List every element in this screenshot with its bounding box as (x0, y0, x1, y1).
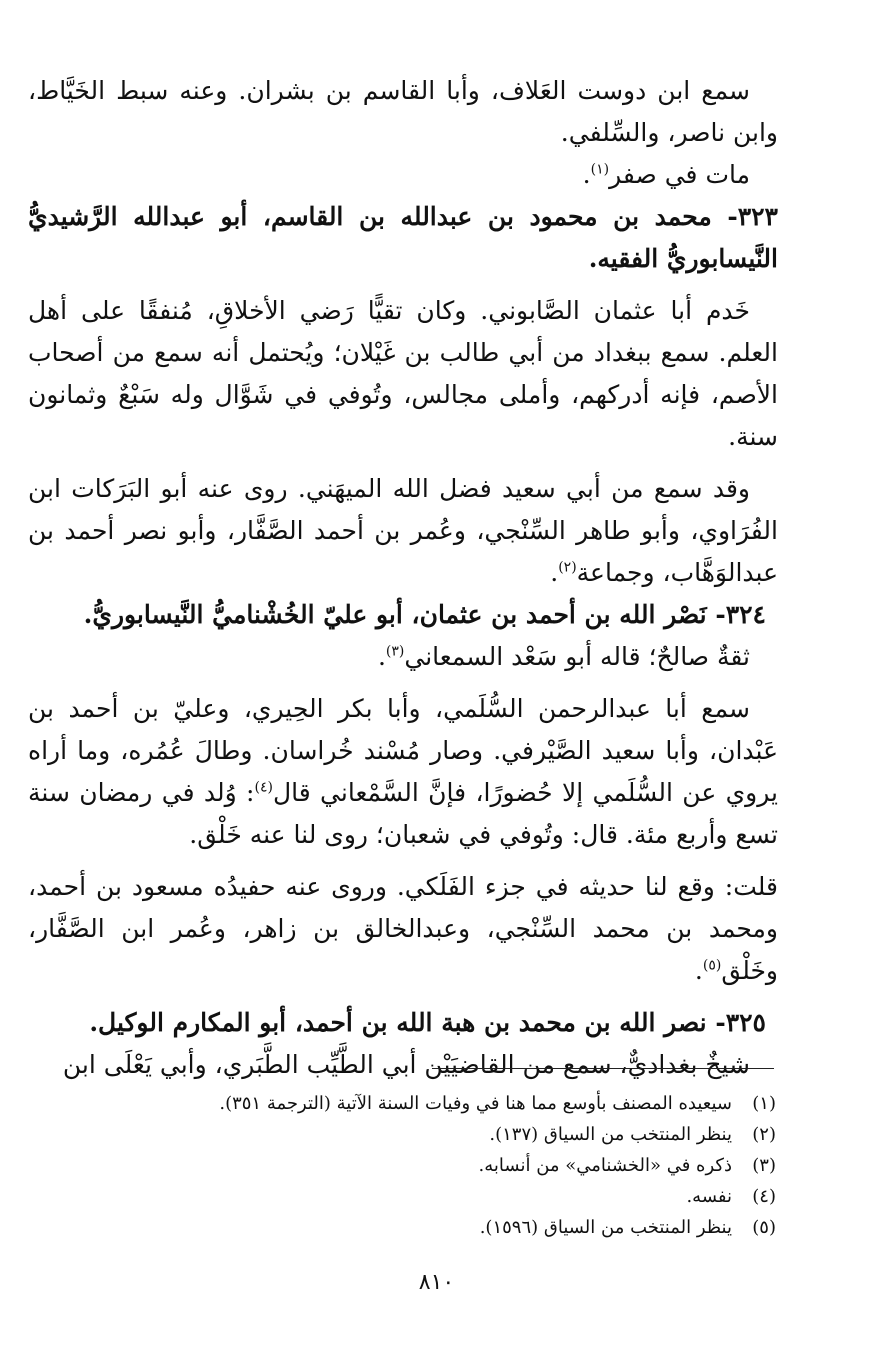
entry-324-body: سمع أبا عبدالرحمن السُّلَمي، وأبا بكر الحِيري، وعليّ بن أحمد بن عَبْدان، وأبا سعيد الصَّيْرفي. وصار مُسْند خُراسان. وطالَ عُمُره، وما أراه يروي عن السُّلَمي إلا حُضورًا، فإنَّ السَّمْعاني قال$^{(٤)}$: وُلد في رمضان سنة تسع وأربع مئة. قال: وتُوفي في شعبان؛ روى لنا عنه خَلْق. (28, 694, 778, 849)
footnote-ref-5: (٥) (702, 957, 722, 974)
paragraph-1 (28, 70, 778, 154)
page-number: ٨١٠ (418, 1270, 455, 1295)
footnote-ref-4: (٤) (254, 779, 273, 796)
main-text (28, 70, 778, 1086)
entry-324-grade: ثقةٌ صالحٌ؛ قاله أبو سَعْد السمعاني$^{(٣)}$. (377, 642, 750, 671)
entry-325-body: شيخٌ بغداديٌّ، سمع من القاضيَيْن أبي الطَّيِّب الطَّبَري، وأبي يَعْلَى ابن (62, 1050, 750, 1079)
footnotes (150, 1088, 776, 1243)
footnote-5: (٥) ينظر المنتخب من السياق (١٥٩٦). (479, 1217, 776, 1238)
footnote-3: (٣) ذكره في «الخشنامي» من أنسابه. (478, 1155, 776, 1176)
line: سمع ابن دوست العَلاف، وأبا القاسم بن بشران. وعنه سبط الخَيَّاط، (28, 76, 750, 105)
entry-324-note: قلت: وقع لنا حديثه في جزء الفَلَكي. وروى عنه حفيدُه مسعود بن أحمد، ومحمد بن محمد السِّنْجي، وعبدالخالق بن زاهر، وعُمر ابن الصَّفَّار، وخَلْق$^{(٥)}$. (28, 872, 778, 985)
footnote-ref-1: (١) (590, 161, 610, 178)
line: مات في صفر (609, 160, 750, 189)
entry-323-body: خَدم أبا عثمان الصَّابوني. وكان تقيًّا رَضي الأخلاقِ، مُنفقًا على أهل العلم. سمع ببغداد من أبي طالب بن غَيْلان؛ ويُحتمل أنه سمع من أصحاب الأصم، فإنه أدركهم، وأملى مجالس، وتُوفي في شَوَّال وله سَبْعٌ وثمانون سنة. (28, 296, 778, 451)
footnote-divider (432, 1068, 774, 1069)
footnote-4: (٤) نفسه. (686, 1186, 776, 1207)
footnote-ref-2: (٢) (558, 559, 577, 576)
footnote-1: (١) سيعيده المصنف بأوسع مما هنا في وفيات السنة الآتية (الترجمة ٣٥١). (219, 1093, 776, 1114)
paragraph-death: مات في صفر$^{(١)}$. (582, 160, 750, 189)
entry-325-heading: ٣٢٥- نصر الله بن محمد بن هبة الله بن أحمد، أبو المكارم الوكيل. (89, 1008, 766, 1037)
entry-323-narrators: وقد سمع من أبي سعيد فضل الله الميهَني. روى عنه أبو البَرَكات ابن الفُرَاوي، وأبو طاهر السِّنْجي، وعُمر بن أحمد الصَّفَّار، وأبو نصر أحمد بن عبدالوَهَّاب، وجماعة$^{(٢)}$. (28, 474, 778, 587)
entry-323-heading: ٣٢٣- محمد بن محمود بن عبدالله بن القاسم، أبو عبدالله الرَّشيديُّ النَّيسابوريُّ الفقيه. (28, 202, 778, 273)
entry-324-heading: ٣٢٤- نَصْر الله بن أحمد بن عثمان، أبو عليّ الخُشْناميُّ النَّيسابوريُّ. (83, 600, 766, 629)
footnote-ref-3: (٣) (385, 643, 405, 660)
footnote-2: (٢) ينظر المنتخب من السياق (١٣٧). (489, 1124, 776, 1145)
line: وابن ناصر، والسِّلفي. (560, 118, 778, 147)
